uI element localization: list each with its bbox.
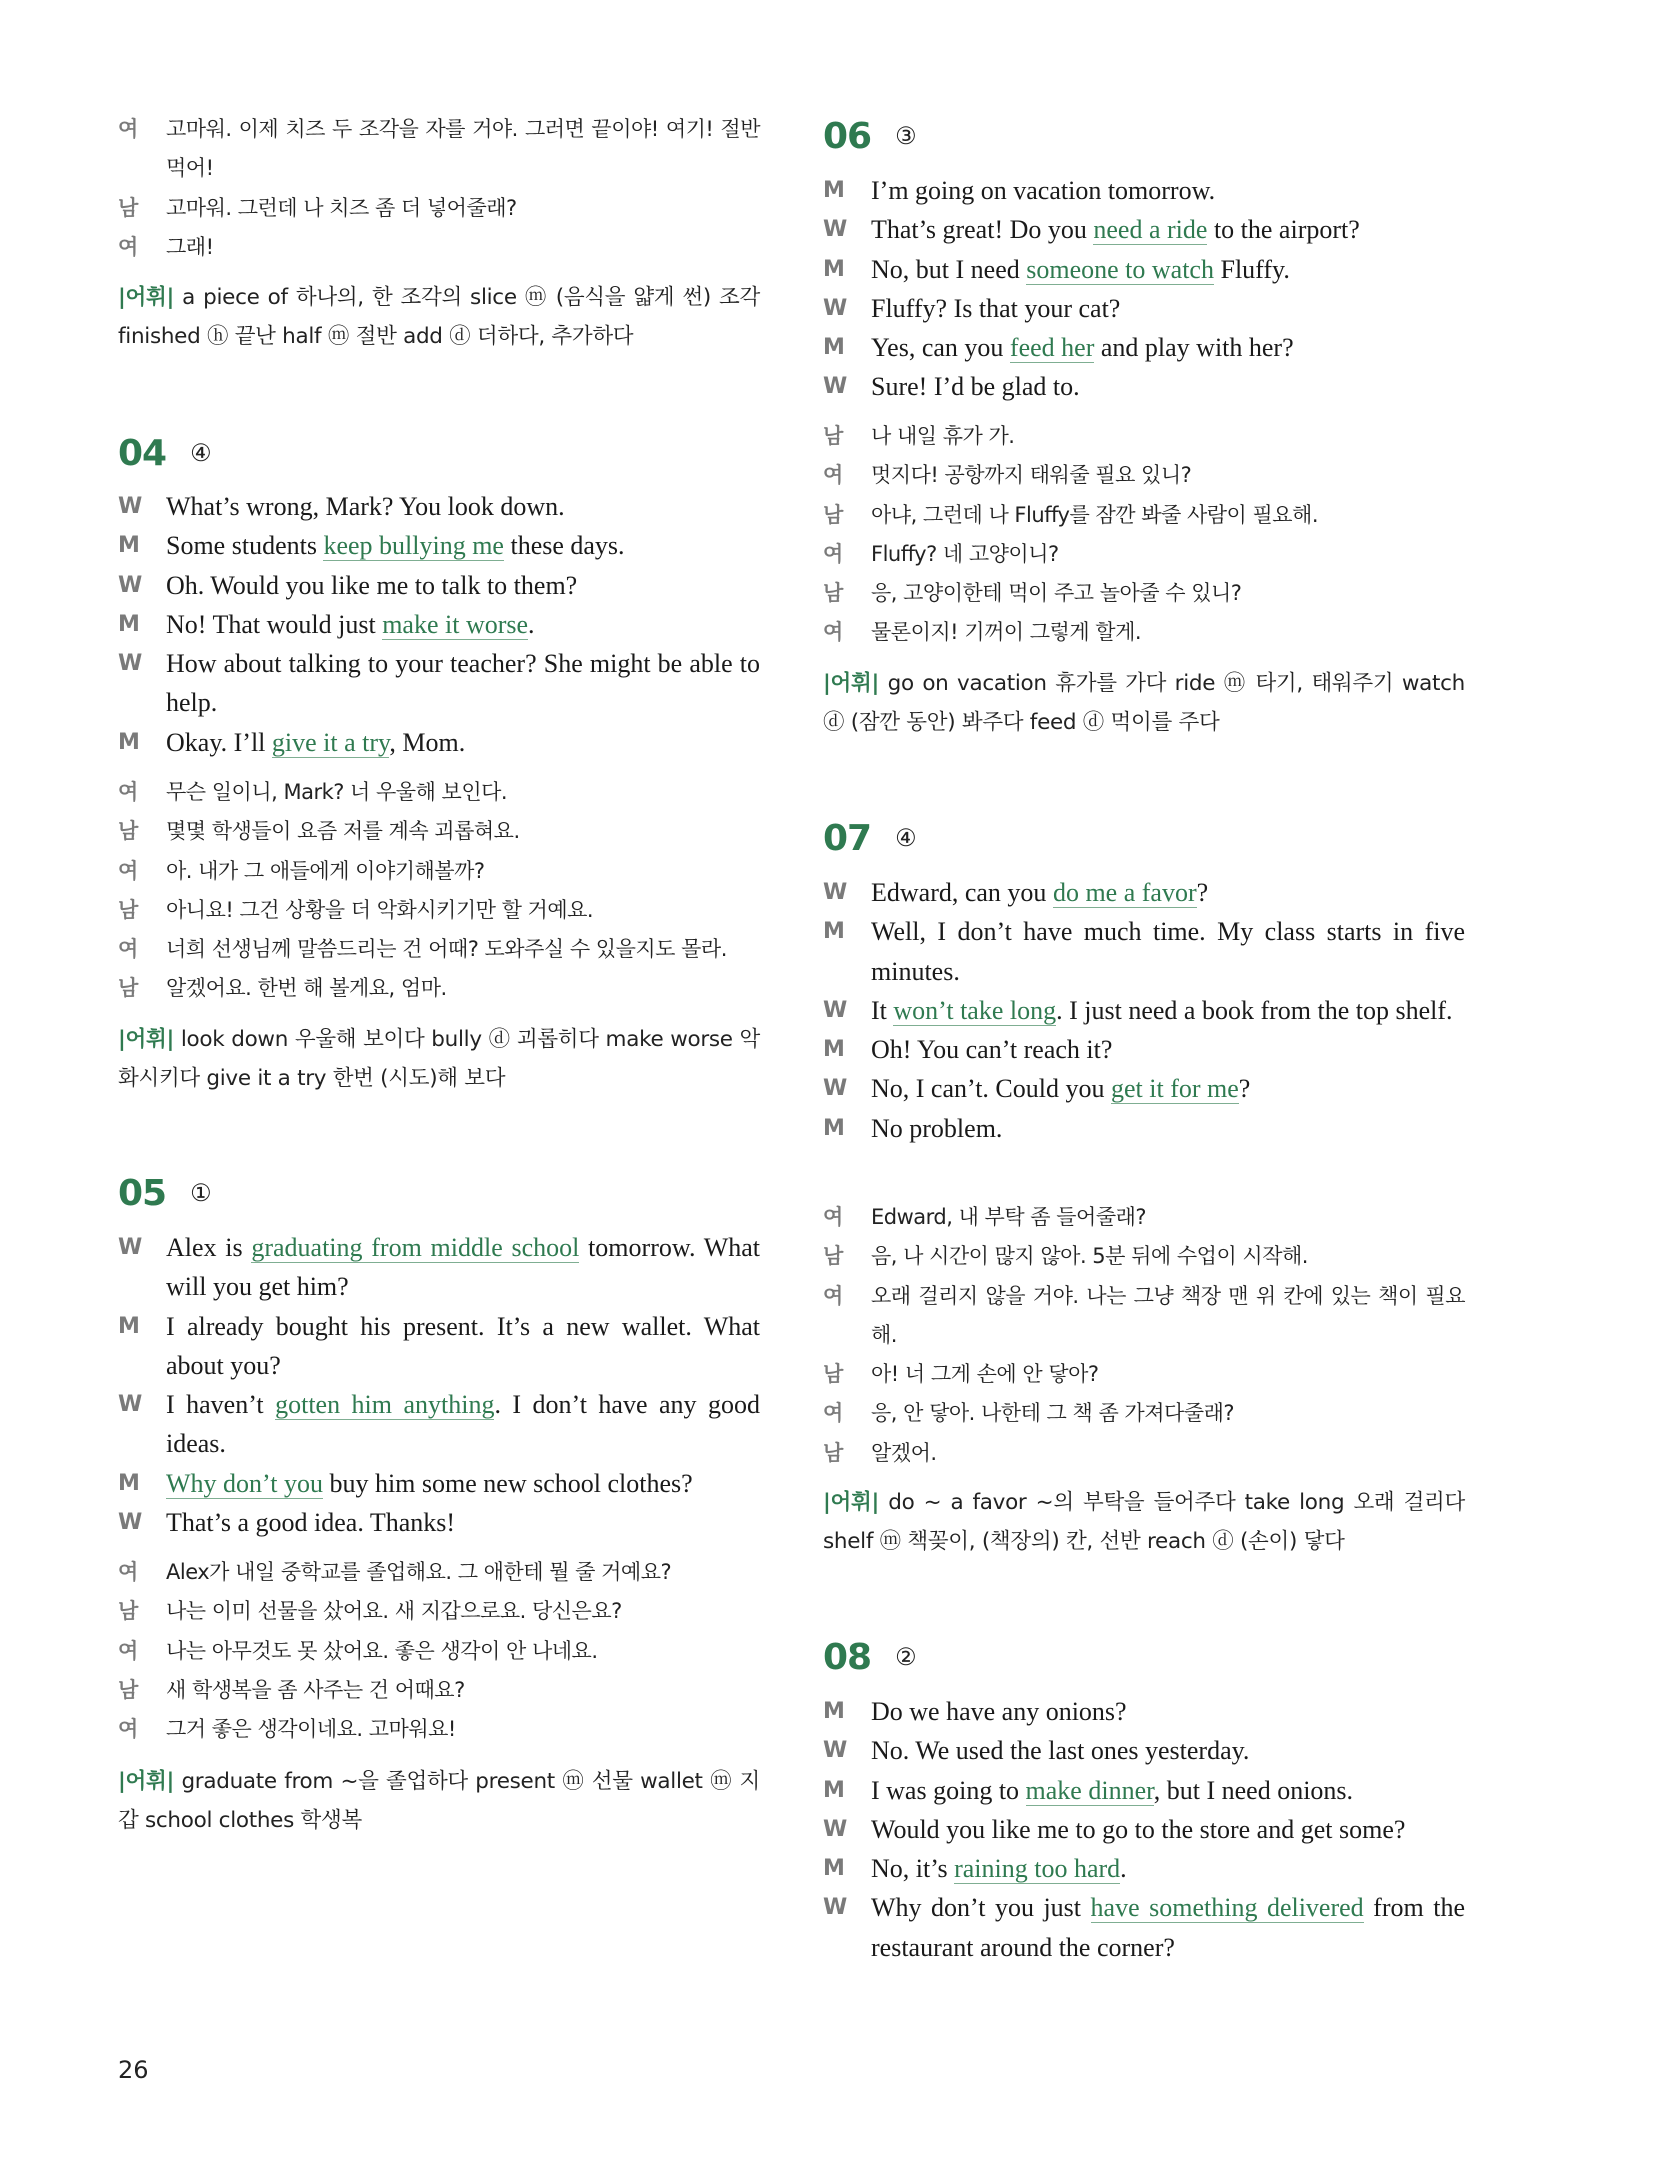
question-header xyxy=(118,1168,212,1218)
line-text xyxy=(871,1277,1465,1356)
line-text xyxy=(166,1671,760,1710)
text-segment: I was going to xyxy=(871,1775,1026,1805)
question-header xyxy=(823,111,917,161)
text-segment: to the airport? xyxy=(1207,215,1360,245)
speaker-label: W xyxy=(823,880,848,905)
line-text xyxy=(871,250,1465,289)
key-phrase: need a ride xyxy=(1093,215,1208,245)
text-segment: from the restaurant around the corner? xyxy=(871,1893,1465,1962)
text-segment: Alex가 내일 중학교를 졸업해요. 그 애한테 뭘 줄 거예요? xyxy=(166,1560,672,1584)
key-phrase: get it for me xyxy=(1111,1074,1239,1104)
text-segment: Oh. Would you like me to talk to them? xyxy=(166,570,578,600)
text-segment: Fluffy. xyxy=(1213,254,1290,284)
dialogue-line xyxy=(118,1592,760,1631)
speaker-label: 남 xyxy=(118,976,139,1001)
dialogue-line xyxy=(118,930,760,969)
text-segment: 아. 내가 그 애들에게 이야기해볼까? xyxy=(166,858,485,883)
key-phrase: keep bullying me xyxy=(323,531,504,561)
speaker-label: 여 xyxy=(118,780,139,804)
text-segment: I haven’t xyxy=(166,1390,276,1420)
question-number: 07 xyxy=(823,817,872,859)
key-phrase: someone to watch xyxy=(1026,254,1214,284)
line-text xyxy=(871,613,1465,652)
text-segment: 응, 안 닿아. 나한테 그 책 좀 가져다줄래? xyxy=(871,1401,1235,1426)
line-text xyxy=(871,912,1465,991)
text-segment: Why don’t you just xyxy=(871,1893,1091,1923)
line-text xyxy=(871,574,1465,613)
text-segment: 그거 좋은 생각이네요. 고마워요! xyxy=(166,1717,456,1742)
line-text xyxy=(871,367,1465,406)
vocabulary-note xyxy=(823,664,1465,743)
line-text xyxy=(166,189,760,228)
speaker-label: W xyxy=(823,1738,848,1764)
line-text xyxy=(166,526,760,565)
line-text xyxy=(166,1307,760,1386)
dialogue-line xyxy=(823,1277,1465,1356)
answer-choice: ④ xyxy=(895,824,917,852)
speaker-label: M xyxy=(823,1777,845,1803)
dialogue-line xyxy=(823,535,1465,574)
speaker-label: M xyxy=(823,256,845,282)
speaker-label: M xyxy=(823,919,845,945)
dialogue-line xyxy=(118,487,760,526)
dialogue-line xyxy=(823,1237,1465,1276)
line-text xyxy=(871,171,1465,210)
line-text xyxy=(871,991,1465,1030)
answer-choice: ④ xyxy=(190,439,212,467)
dialogue-line xyxy=(823,417,1465,456)
line-text xyxy=(166,723,760,762)
line-text xyxy=(166,1464,760,1503)
speaker-label: M xyxy=(118,729,140,755)
text-segment: , but I need onions. xyxy=(1153,1775,1354,1805)
line-text xyxy=(166,930,760,969)
text-segment: 그래! xyxy=(166,234,214,259)
text-segment: 물론이지! 기꺼이 그렇게 할게. xyxy=(871,620,1142,645)
line-text xyxy=(871,210,1465,249)
text-segment: 아! 너 그게 손에 안 닿아? xyxy=(871,1362,1099,1387)
speaker-label: 여 xyxy=(118,234,139,259)
text-segment: 아냐, 그런데 나 Fluffy를 잠깐 봐줄 사람이 필요해. xyxy=(871,502,1319,527)
text-segment: Well, I don’t have much time. My class starts in five minutes. xyxy=(871,917,1465,986)
speaker-label: 남 xyxy=(823,1440,844,1465)
line-text xyxy=(871,1198,1465,1237)
question-header xyxy=(118,428,212,478)
line-text xyxy=(871,417,1465,456)
key-phrase: make it worse xyxy=(382,609,529,639)
line-text xyxy=(871,456,1465,495)
speaker-label: 남 xyxy=(823,1362,844,1387)
speaker-label: M xyxy=(823,1856,845,1882)
text-segment: 오래 걸리지 않을 거야. 나는 그냥 책장 맨 위 칸에 있는 책이 필요해. xyxy=(871,1283,1465,1347)
speaker-label: W xyxy=(118,1392,143,1418)
text-segment: It xyxy=(871,995,894,1025)
answer-choice: ② xyxy=(895,1643,917,1671)
key-phrase: give it a try xyxy=(271,727,390,757)
line-text xyxy=(166,605,760,644)
dialogue-line xyxy=(823,1030,1465,1069)
text-segment: No, it’s xyxy=(871,1854,955,1884)
line-text xyxy=(166,852,760,891)
dialogue-line xyxy=(823,613,1465,652)
text-segment: , Mom. xyxy=(389,727,466,757)
dialogue-line xyxy=(823,1394,1465,1433)
dialogue-line xyxy=(823,1771,1465,1810)
text-segment: No! That would just xyxy=(166,609,383,639)
line-text xyxy=(166,1632,760,1671)
key-phrase: Why don’t you xyxy=(166,1468,323,1498)
text-segment: Okay. I’ll xyxy=(166,727,272,757)
dialogue-line xyxy=(118,1710,760,1749)
text-segment: That’s great! Do you xyxy=(871,215,1094,245)
speaker-label: 여 xyxy=(823,1205,844,1229)
dialogue-line xyxy=(823,289,1465,328)
text-segment: Edward, can you xyxy=(871,878,1053,907)
speaker-label: 여 xyxy=(823,620,844,645)
text-segment: No problem. xyxy=(871,1113,1003,1143)
text-segment: 알겠어. xyxy=(871,1440,937,1465)
line-text xyxy=(166,1385,760,1464)
speaker-label: W xyxy=(118,572,143,598)
line-text xyxy=(166,773,760,812)
dialogue-line xyxy=(118,526,760,565)
text-segment: buy him some new school clothes? xyxy=(322,1468,693,1498)
speaker-label: W xyxy=(823,295,848,321)
dialogue-line xyxy=(118,605,760,644)
text-segment: these days. xyxy=(503,531,625,561)
text-segment: ? xyxy=(1238,1074,1251,1104)
speaker-label: 남 xyxy=(118,1599,139,1624)
dialogue-line xyxy=(118,189,760,228)
question-number: 05 xyxy=(118,1172,167,1214)
korean-translation xyxy=(118,1553,760,1749)
text-segment: Fluffy? 네 고양이니? xyxy=(871,541,1059,566)
text-segment: I already bought his present. It’s a new wallet. What about you? xyxy=(166,1311,760,1380)
question-header xyxy=(823,813,917,863)
dialogue-line xyxy=(118,228,760,267)
line-text xyxy=(871,1692,1465,1731)
line-text xyxy=(166,891,760,930)
key-phrase: raining too hard xyxy=(954,1854,1121,1884)
speaker-label: M xyxy=(823,1115,845,1141)
speaker-label: 남 xyxy=(823,581,844,606)
vocabulary-text: do ~ a favor ~의 부탁을 들어주다 take long 오래 걸리다 shelf ⓜ 책꽂이, (책장의) 칸, 선반 reach ⓓ (손이) 닿다 xyxy=(823,1490,1465,1555)
vocabulary-note xyxy=(118,278,760,357)
speaker-label: W xyxy=(823,1895,848,1921)
question-number: 04 xyxy=(118,432,167,474)
key-phrase: gotten him anything xyxy=(275,1390,495,1420)
dialogue-line xyxy=(118,1307,760,1386)
text-segment: Yes, can you xyxy=(871,333,1010,363)
speaker-label: 여 xyxy=(118,1560,139,1584)
text-segment: Edward, 내 부탁 좀 들어줄래? xyxy=(871,1205,1147,1229)
key-phrase: graduating from middle school xyxy=(251,1233,580,1262)
dialogue-line xyxy=(823,210,1465,249)
dialogue-line xyxy=(823,574,1465,613)
dialogue-line xyxy=(118,110,760,189)
vocabulary-tag: |어휘| xyxy=(118,1769,175,1794)
vocabulary-tag: |어휘| xyxy=(823,1490,880,1515)
dialogue-line xyxy=(823,1849,1465,1888)
key-phrase: have something delivered xyxy=(1090,1893,1364,1923)
speaker-label: 남 xyxy=(823,424,844,448)
korean-translation xyxy=(118,110,760,267)
text-segment: 나는 이미 선물을 샀어요. 새 지갑으로요. 당신은요? xyxy=(166,1599,622,1624)
speaker-label: 남 xyxy=(823,502,844,527)
vocabulary-note xyxy=(118,1762,760,1841)
speaker-label: W xyxy=(823,374,848,400)
text-segment: 나는 아무것도 못 샀어요. 좋은 생각이 안 나네요. xyxy=(166,1638,598,1663)
line-text xyxy=(871,1030,1465,1069)
dialogue-line xyxy=(118,773,760,812)
question-number: 08 xyxy=(823,1636,872,1678)
speaker-label: M xyxy=(823,335,845,361)
text-segment: 새 학생복을 좀 사주는 건 어때요? xyxy=(166,1677,465,1702)
dialogue-line xyxy=(823,328,1465,367)
dialogue-line xyxy=(118,1385,760,1464)
speaker-label: 여 xyxy=(118,937,139,962)
text-segment: 나 내일 휴가 가. xyxy=(871,424,1015,448)
speaker-label: 남 xyxy=(823,1244,844,1269)
line-text xyxy=(871,289,1465,328)
dialogue-line xyxy=(118,723,760,762)
speaker-label: 여 xyxy=(118,117,139,141)
text-segment: Do we have any onions? xyxy=(871,1697,1127,1726)
dialogue-line xyxy=(823,1198,1465,1237)
english-dialogue xyxy=(118,487,760,762)
speaker-label: 남 xyxy=(118,897,139,922)
speaker-label: W xyxy=(118,651,143,677)
dialogue-line xyxy=(118,1553,760,1592)
dialogue-line xyxy=(118,644,760,723)
text-segment: . I don’t have any good ideas. xyxy=(166,1390,760,1459)
speaker-label: W xyxy=(118,1510,143,1536)
text-segment: and play with her? xyxy=(1094,333,1294,363)
line-text xyxy=(871,1237,1465,1276)
dialogue-line xyxy=(823,1692,1465,1731)
speaker-label: 여 xyxy=(823,1283,844,1308)
dialogue-line xyxy=(823,1810,1465,1849)
speaker-label: W xyxy=(823,1076,848,1102)
speaker-label: M xyxy=(823,178,845,203)
line-text xyxy=(166,1592,760,1631)
text-segment: 알겠어요. 한번 해 볼게요, 엄마. xyxy=(166,976,447,1001)
line-text xyxy=(166,1228,760,1307)
dialogue-line xyxy=(823,991,1465,1030)
key-phrase: do me a favor xyxy=(1052,878,1197,907)
line-text xyxy=(871,1849,1465,1888)
english-dialogue xyxy=(823,171,1465,407)
line-text xyxy=(166,110,760,189)
korean-translation xyxy=(823,1198,1465,1473)
speaker-label: M xyxy=(823,1699,845,1724)
dialogue-line xyxy=(823,1888,1465,1967)
dialogue-line xyxy=(823,873,1465,912)
vocabulary-text: go on vacation 휴가를 가다 ride ⓜ 타기, 태워주기 watch ⓓ (잠깐 동안) 봐주다 feed ⓓ 먹이를 주다 xyxy=(823,671,1465,736)
text-segment: 너희 선생님께 말씀드리는 건 어때? 도와주실 수 있을지도 몰라. xyxy=(166,937,727,962)
dialogue-line xyxy=(118,852,760,891)
speaker-label: W xyxy=(118,494,143,519)
line-text xyxy=(871,1355,1465,1394)
line-text xyxy=(871,1810,1465,1849)
speaker-label: 여 xyxy=(823,1401,844,1426)
text-segment: 멋지다! 공항까지 태워줄 필요 있니? xyxy=(871,463,1192,488)
korean-translation xyxy=(823,417,1465,653)
dialogue-line xyxy=(823,496,1465,535)
text-segment: . I just need a book from the top shelf. xyxy=(1056,995,1453,1025)
english-dialogue xyxy=(823,1692,1465,1967)
line-text xyxy=(871,496,1465,535)
line-text xyxy=(166,1553,760,1592)
korean-translation xyxy=(118,773,760,1009)
text-segment: 음, 나 시간이 많지 않아. 5분 뒤에 수업이 시작해. xyxy=(871,1244,1308,1269)
dialogue-line xyxy=(823,1109,1465,1148)
speaker-label: W xyxy=(823,217,848,243)
text-segment: 무슨 일이니, Mark? 너 우울해 보인다. xyxy=(166,780,508,804)
question-header xyxy=(823,1632,917,1682)
text-segment: No. We used the last ones yesterday. xyxy=(871,1736,1250,1766)
line-text xyxy=(871,328,1465,367)
dialogue-line xyxy=(823,171,1465,210)
line-text xyxy=(166,812,760,851)
vocabulary-tag: |어휘| xyxy=(823,671,880,696)
text-segment: 몇몇 학생들이 요즘 저를 계속 괴롭혀요. xyxy=(166,819,520,844)
english-dialogue xyxy=(823,873,1465,1148)
vocabulary-text: a piece of 하나의, 한 조각의 slice ⓜ (음식을 얇게 썬) 조각 finished ⓗ 끝난 half ⓜ 절반 add ⓓ 더하다, 추가하다 xyxy=(118,285,760,350)
speaker-label: M xyxy=(118,611,140,637)
line-text xyxy=(871,1109,1465,1148)
line-text xyxy=(871,1434,1465,1473)
question-number: 06 xyxy=(823,115,872,157)
answer-choice: ③ xyxy=(895,122,917,150)
text-segment: No, but I need xyxy=(871,254,1027,284)
speaker-label: W xyxy=(823,1816,848,1842)
line-text xyxy=(166,487,760,526)
speaker-label: 여 xyxy=(118,1717,139,1742)
speaker-label: 여 xyxy=(823,541,844,566)
text-segment: That’s a good idea. Thanks! xyxy=(166,1508,456,1538)
line-text xyxy=(871,873,1465,912)
dialogue-line xyxy=(823,1731,1465,1770)
speaker-label: 여 xyxy=(118,1638,139,1663)
dialogue-line xyxy=(823,1434,1465,1473)
key-phrase: feed her xyxy=(1009,333,1095,363)
line-text xyxy=(166,644,760,723)
speaker-label: 남 xyxy=(118,1677,139,1702)
dialogue-line xyxy=(118,1464,760,1503)
line-text xyxy=(871,1771,1465,1810)
text-segment: ? xyxy=(1196,878,1209,907)
page-number: 26 xyxy=(118,2056,149,2084)
dialogue-line xyxy=(118,1503,760,1542)
line-text xyxy=(871,535,1465,574)
speaker-label: W xyxy=(118,1235,143,1260)
dialogue-line xyxy=(823,367,1465,406)
speaker-label: 여 xyxy=(823,463,844,488)
speaker-label: 남 xyxy=(118,195,139,220)
text-segment: Oh! You can’t reach it? xyxy=(871,1035,1113,1065)
vocabulary-text: look down 우울해 보이다 bully ⓓ 괴롭히다 make worse 악화시키다 give it a try 한번 (시도)해 보다 xyxy=(118,1027,760,1092)
text-segment: tomorrow. What will you get him? xyxy=(166,1233,761,1302)
text-segment: I’m going on vacation tomorrow. xyxy=(871,176,1216,205)
line-text xyxy=(166,228,760,267)
vocabulary-tag: |어휘| xyxy=(118,1027,175,1052)
english-dialogue xyxy=(118,1228,760,1542)
text-segment: Some students xyxy=(166,531,324,561)
vocabulary-text: graduate from ~을 졸업하다 present ⓜ 선물 wallet ⓜ 지갑 school clothes 학생복 xyxy=(118,1769,760,1834)
text-segment: 아니요! 그건 상황을 더 악화시키기만 할 거예요. xyxy=(166,897,594,922)
speaker-label: M xyxy=(118,533,140,559)
line-text xyxy=(166,566,760,605)
text-segment: Alex is xyxy=(166,1233,252,1262)
text-segment: 고마워. 이제 치즈 두 조각을 자를 거야. 그러면 끝이야! 여기! 절반 먹어! xyxy=(166,117,760,181)
dialogue-line xyxy=(823,1355,1465,1394)
text-segment: 응, 고양이한테 먹이 주고 놀아줄 수 있니? xyxy=(871,581,1242,606)
text-segment: 고마워. 그런데 나 치즈 좀 더 넣어줄래? xyxy=(166,195,517,220)
dialogue-line xyxy=(118,969,760,1008)
speaker-label: 남 xyxy=(118,819,139,844)
speaker-label: M xyxy=(823,1037,845,1063)
dialogue-line xyxy=(118,1671,760,1710)
text-segment: Sure! I’d be glad to. xyxy=(871,372,1080,402)
dialogue-line xyxy=(118,812,760,851)
text-segment: What’s wrong, Mark? You look down. xyxy=(166,492,565,521)
dialogue-line xyxy=(823,1069,1465,1108)
dialogue-line xyxy=(823,250,1465,289)
key-phrase: won’t take long xyxy=(893,995,1057,1025)
dialogue-line xyxy=(118,1228,760,1307)
line-text xyxy=(166,969,760,1008)
speaker-label: M xyxy=(118,1470,140,1496)
text-segment: . xyxy=(1120,1854,1127,1884)
text-segment: Would you like me to go to the store and get some? xyxy=(871,1814,1406,1844)
line-text xyxy=(166,1710,760,1749)
vocabulary-note xyxy=(118,1020,760,1099)
line-text xyxy=(871,1394,1465,1433)
speaker-label: M xyxy=(118,1313,140,1339)
vocabulary-note xyxy=(823,1483,1465,1562)
line-text xyxy=(871,1731,1465,1770)
dialogue-line xyxy=(118,891,760,930)
speaker-label: 여 xyxy=(118,858,139,883)
dialogue-line xyxy=(118,566,760,605)
text-segment: Fluffy? Is that your cat? xyxy=(871,293,1121,323)
dialogue-line xyxy=(118,1632,760,1671)
vocabulary-tag: |어휘| xyxy=(118,285,175,310)
text-segment: . xyxy=(528,609,535,639)
line-text xyxy=(166,1503,760,1542)
line-text xyxy=(871,1888,1465,1967)
line-text xyxy=(871,1069,1465,1108)
speaker-label: W xyxy=(823,997,848,1023)
dialogue-line xyxy=(823,912,1465,991)
text-segment: No, I can’t. Could you xyxy=(871,1074,1111,1104)
key-phrase: make dinner xyxy=(1025,1775,1154,1805)
dialogue-line xyxy=(823,456,1465,495)
answer-choice: ① xyxy=(190,1179,212,1207)
text-segment: How about talking to your teacher? She might be able to help. xyxy=(166,649,760,718)
